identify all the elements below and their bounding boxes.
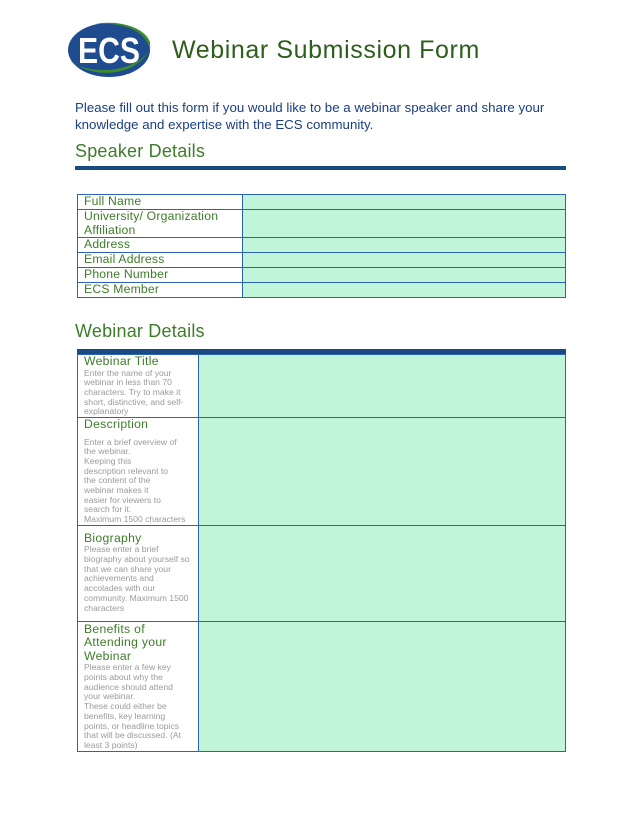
phone-field[interactable] <box>243 268 566 283</box>
ecs-logo <box>66 20 152 80</box>
benefits-cell <box>78 621 199 751</box>
biography-cell <box>78 525 199 621</box>
table-row <box>78 355 566 418</box>
description-label: Description <box>84 417 149 432</box>
email-field[interactable] <box>243 253 566 268</box>
webinar-title-label: Webinar Title <box>84 354 159 368</box>
biography-label: Biography <box>84 530 142 545</box>
logo-text: ECS <box>78 30 140 71</box>
full-name-label: Full Name <box>78 195 243 210</box>
webinar-title-field[interactable] <box>199 355 566 418</box>
table-row <box>78 418 566 526</box>
ecs-member-label: ECS Member <box>78 283 243 298</box>
webinar-title-hint: Enter the name of your webinar in less than 70 characters. Try to make it short, distinctive, and self- explanatory <box>84 367 184 417</box>
webinar-title-cell <box>78 355 199 418</box>
table-row <box>78 525 566 621</box>
full-name-field[interactable] <box>243 195 566 210</box>
table-row <box>78 210 566 238</box>
table-row <box>78 238 566 253</box>
benefits-hint: Please enter a few key points about why the audience should attend your webinar. These could either be benefits, key learning points, or headline topics that will be discussed. (At least 3 points) <box>84 662 181 750</box>
webinar-section-title: Webinar Details <box>75 321 205 341</box>
phone-label: Phone Number <box>78 268 243 283</box>
biography-hint: Please enter a brief biography about yourself so that we can share your achievements and accolades with our community. Maximum 1500 characters <box>84 544 190 613</box>
description-field[interactable] <box>199 418 566 526</box>
address-label: Address <box>78 238 243 253</box>
speaker-section-divider <box>75 166 566 170</box>
speaker-section-title: Speaker Details <box>75 141 206 161</box>
speaker-details-table <box>77 194 566 298</box>
webinar-details-table <box>77 354 566 752</box>
page-title: Webinar Submission Form <box>172 36 480 64</box>
biography-field[interactable] <box>199 525 566 621</box>
benefits-field[interactable] <box>199 621 566 751</box>
table-row <box>78 195 566 210</box>
description-cell <box>78 418 199 526</box>
table-row <box>78 253 566 268</box>
affiliation-field[interactable] <box>243 210 566 238</box>
table-row <box>78 283 566 298</box>
benefits-label: Benefits of Attending your Webinar <box>84 621 167 663</box>
intro-text: Please fill out this form if you would like to be a webinar speaker and share your knowledge and expertise with the ECS community. <box>75 100 545 132</box>
ecs-member-field[interactable] <box>243 283 566 298</box>
affiliation-label: University/ Organization Affiliation <box>78 210 243 238</box>
table-row <box>78 268 566 283</box>
email-label: Email Address <box>78 253 243 268</box>
table-row <box>78 621 566 751</box>
description-hint: Enter a brief overview of the webinar. Keeping this description relevant to the content of the webinar makes it easier for viewers to search for it. Maximum 1500 characters <box>84 436 186 525</box>
address-field[interactable] <box>243 238 566 253</box>
